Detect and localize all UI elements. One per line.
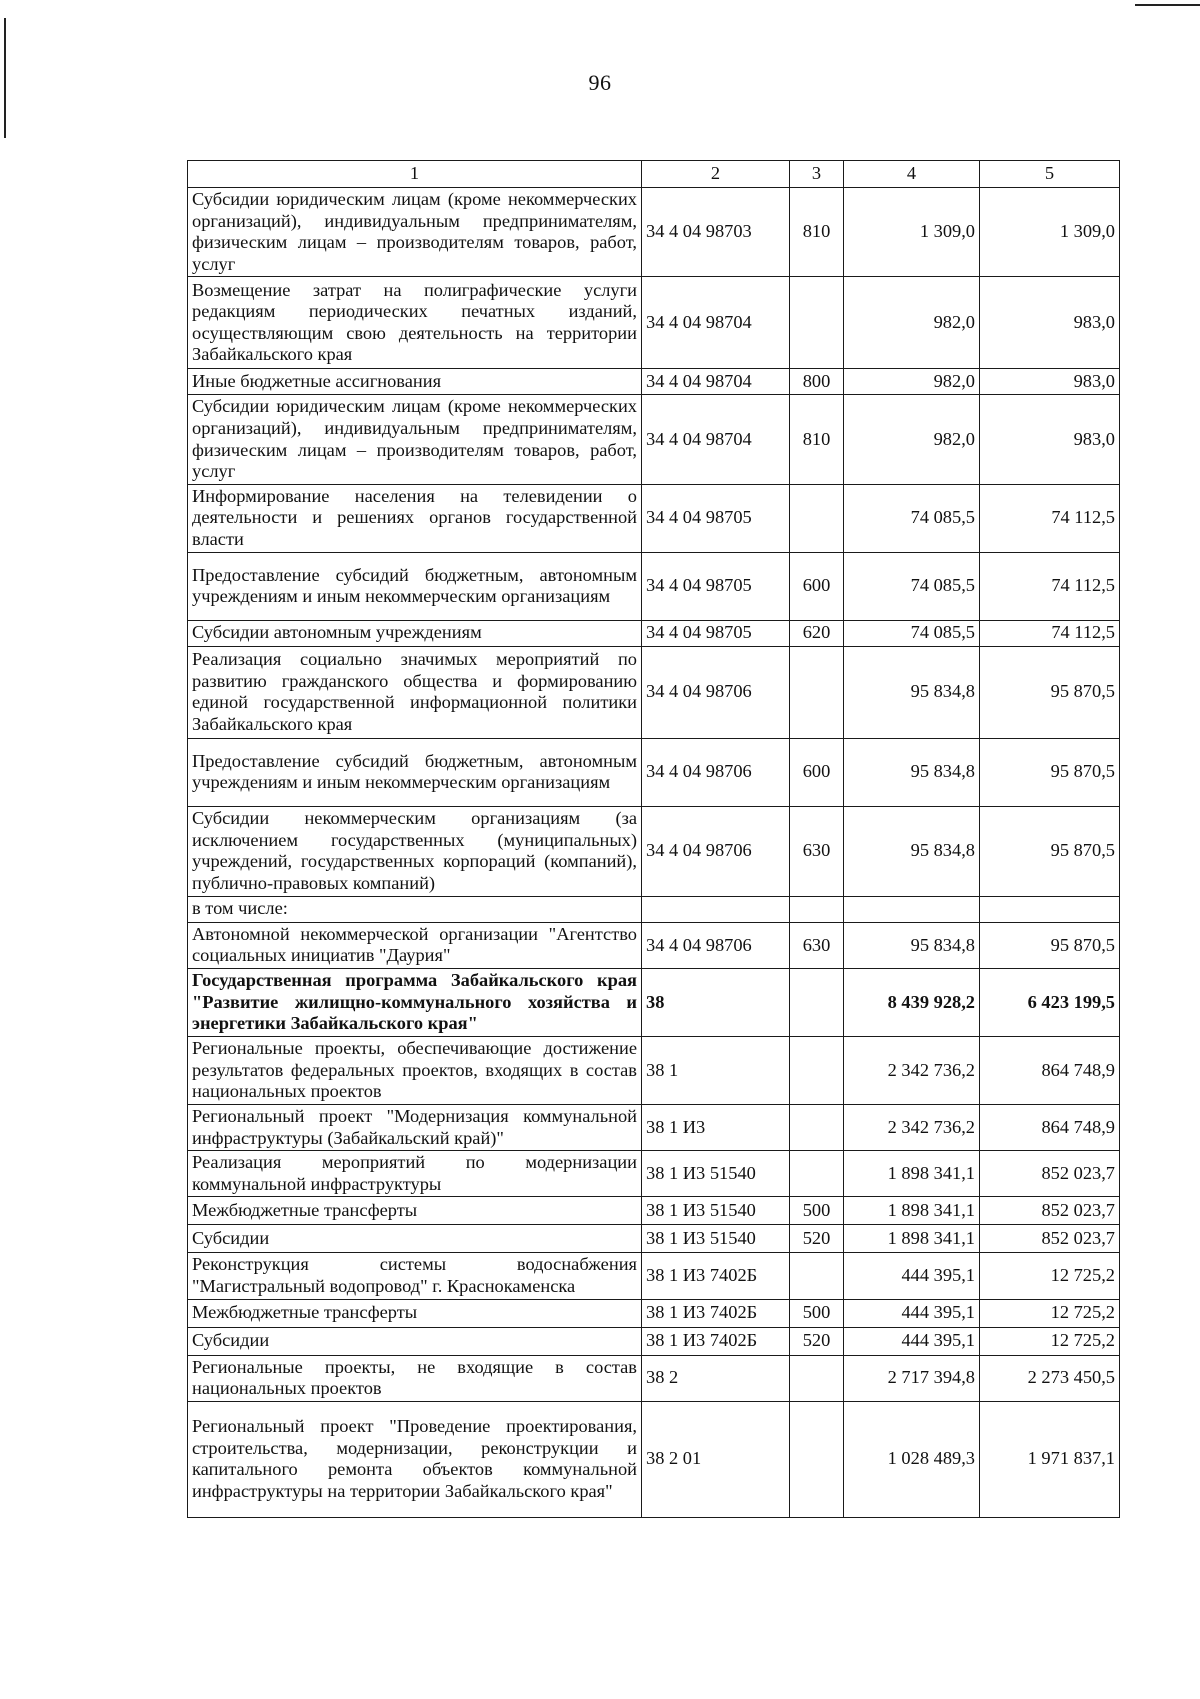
row-name: Реализация социально значимых мероприятий по развитию гражданского общества и формированию единой государственной информационной политики Забайкальского края	[188, 646, 642, 738]
row-value-col4: 1 898 341,1	[844, 1225, 980, 1253]
row-value-col5: 983,0	[980, 395, 1120, 484]
row-expense-type: 630	[790, 922, 844, 968]
header-col-1: 1	[188, 161, 642, 188]
row-value-col4: 2 717 394,8	[844, 1355, 980, 1401]
budget-table	[187, 160, 1120, 1518]
row-value-col4: 95 834,8	[844, 738, 980, 806]
row-code: 34 4 04 98704	[642, 277, 790, 369]
row-value-col4: 74 085,5	[844, 484, 980, 552]
row-code: 34 4 04 98706	[642, 922, 790, 968]
row-value-col5: 1 971 837,1	[980, 1401, 1120, 1517]
row-name: Информирование населения на телевидении о деятельности и решениях органов государственной власти	[188, 484, 642, 552]
row-value-col4: 1 309,0	[844, 188, 980, 277]
row-value-col4: 982,0	[844, 395, 980, 484]
table-row	[188, 646, 1120, 738]
row-name: Субсидии юридическим лицам (кроме некоммерческих организаций), индивидуальным предпринимателям, физическим лицам – производителям товаров, работ, услуг	[188, 188, 642, 277]
row-code: 34 4 04 98703	[642, 188, 790, 277]
row-expense-type: 600	[790, 738, 844, 806]
row-value-col5: 852 023,7	[980, 1225, 1120, 1253]
row-value-col4: 8 439 928,2	[844, 968, 980, 1036]
row-code: 38 1 И3	[642, 1104, 790, 1150]
table-row	[188, 1197, 1120, 1225]
row-name: Предоставление субсидий бюджетным, автономным учреждениям и иным некоммерческим организациям	[188, 552, 642, 620]
row-name: Региональный проект "Модернизация коммунальной инфраструктуры (Забайкальский край)"	[188, 1104, 642, 1150]
row-value-col5: 95 870,5	[980, 646, 1120, 738]
row-name: в том числе:	[188, 896, 642, 922]
row-name: Субсидии юридическим лицам (кроме некоммерческих организаций), индивидуальным предпринимателям, физическим лицам – производителям товаров, работ, услуг	[188, 395, 642, 484]
header-col-2: 2	[642, 161, 790, 188]
row-value-col4: 95 834,8	[844, 922, 980, 968]
row-value-col5: 864 748,9	[980, 1104, 1120, 1150]
row-code: 34 4 04 98704	[642, 369, 790, 395]
row-expense-type	[790, 1151, 844, 1197]
row-value-col4: 444 395,1	[844, 1327, 980, 1355]
row-code: 38	[642, 968, 790, 1036]
row-code: 34 4 04 98706	[642, 646, 790, 738]
row-value-col4: 2 342 736,2	[844, 1104, 980, 1150]
row-name: Субсидии автономным учреждениям	[188, 620, 642, 646]
row-value-col4: 74 085,5	[844, 552, 980, 620]
row-name: Региональный проект "Проведение проектирования, строительства, модернизации, реконструкции и капитального ремонта объектов коммунальной инфраструктуры на территории Забайкальского края"	[188, 1401, 642, 1517]
row-value-col4: 74 085,5	[844, 620, 980, 646]
row-code: 34 4 04 98705	[642, 552, 790, 620]
row-value-col5: 1 309,0	[980, 188, 1120, 277]
row-code: 38 1 И3 7402Б	[642, 1253, 790, 1299]
row-code: 38 1	[642, 1036, 790, 1104]
row-name: Региональные проекты, обеспечивающие достижение результатов федеральных проектов, входящих в состав национальных проектов	[188, 1036, 642, 1104]
row-value-col4: 1 028 489,3	[844, 1401, 980, 1517]
row-value-col5: 74 112,5	[980, 552, 1120, 620]
row-expense-type	[790, 1401, 844, 1517]
row-value-col4: 95 834,8	[844, 806, 980, 896]
row-expense-type	[790, 1355, 844, 1401]
row-code: 38 1 И3 7402Б	[642, 1327, 790, 1355]
row-code: 38 1 И3 51540	[642, 1197, 790, 1225]
table-row	[188, 1253, 1120, 1299]
row-value-col5: 852 023,7	[980, 1197, 1120, 1225]
row-code: 34 4 04 98706	[642, 806, 790, 896]
row-code	[642, 896, 790, 922]
table-body	[188, 188, 1120, 1518]
row-expense-type: 620	[790, 620, 844, 646]
table-row	[188, 1401, 1120, 1517]
table-row	[188, 896, 1120, 922]
page-number: 96	[588, 70, 612, 95]
table-row	[188, 738, 1120, 806]
header-col-3: 3	[790, 161, 844, 188]
row-name: Реконструкция системы водоснабжения "Магистральный водопровод" г. Краснокаменска	[188, 1253, 642, 1299]
row-value-col5: 6 423 199,5	[980, 968, 1120, 1036]
header-row	[188, 161, 1120, 188]
row-code: 38 1 И3 7402Б	[642, 1299, 790, 1327]
row-value-col4: 2 342 736,2	[844, 1036, 980, 1104]
row-name: Возмещение затрат на полиграфические услуги редакциям периодических печатных изданий, осуществляющим свою деятельность на территории Забайкальского края	[188, 277, 642, 369]
row-value-col5	[980, 896, 1120, 922]
row-value-col5: 983,0	[980, 369, 1120, 395]
header-col-4: 4	[844, 161, 980, 188]
table-row	[188, 484, 1120, 552]
row-code: 38 1 И3 51540	[642, 1151, 790, 1197]
table-row	[188, 968, 1120, 1036]
row-expense-type: 520	[790, 1327, 844, 1355]
row-value-col4	[844, 896, 980, 922]
row-value-col5: 95 870,5	[980, 738, 1120, 806]
row-expense-type: 810	[790, 188, 844, 277]
row-value-col5: 74 112,5	[980, 484, 1120, 552]
row-name: Предоставление субсидий бюджетным, автономным учреждениям и иным некоммерческим организациям	[188, 738, 642, 806]
row-expense-type	[790, 484, 844, 552]
row-name: Автономной некоммерческой организации "Агентство социальных инициатив "Даурия"	[188, 922, 642, 968]
row-expense-type: 800	[790, 369, 844, 395]
row-name: Субсидии некоммерческим организациям (за исключением государственных (муниципальных) учреждений, государственных корпораций (компаний), публично-правовых компаний)	[188, 806, 642, 896]
row-code: 34 4 04 98705	[642, 484, 790, 552]
table-row	[188, 1225, 1120, 1253]
row-expense-type	[790, 1036, 844, 1104]
table-row	[188, 1036, 1120, 1104]
table-row	[188, 922, 1120, 968]
row-name: Межбюджетные трансферты	[188, 1299, 642, 1327]
row-value-col4: 1 898 341,1	[844, 1197, 980, 1225]
table-row	[188, 1104, 1120, 1150]
row-expense-type: 630	[790, 806, 844, 896]
row-code: 34 4 04 98706	[642, 738, 790, 806]
row-value-col4: 982,0	[844, 369, 980, 395]
table-row	[188, 277, 1120, 369]
table-row	[188, 552, 1120, 620]
row-value-col5: 95 870,5	[980, 806, 1120, 896]
scan-top-right-edge-line	[1135, 4, 1200, 6]
table-row	[188, 369, 1120, 395]
row-value-col4: 444 395,1	[844, 1299, 980, 1327]
row-expense-type	[790, 277, 844, 369]
row-name: Межбюджетные трансферты	[188, 1197, 642, 1225]
row-value-col5: 12 725,2	[980, 1253, 1120, 1299]
row-name: Иные бюджетные ассигнования	[188, 369, 642, 395]
row-value-col5: 95 870,5	[980, 922, 1120, 968]
row-expense-type	[790, 1253, 844, 1299]
header-col-5: 5	[980, 161, 1120, 188]
row-expense-type	[790, 1104, 844, 1150]
row-name: Региональные проекты, не входящие в состав национальных проектов	[188, 1355, 642, 1401]
table-row	[188, 1355, 1120, 1401]
row-value-col5: 74 112,5	[980, 620, 1120, 646]
row-expense-type: 600	[790, 552, 844, 620]
row-expense-type	[790, 896, 844, 922]
table-row	[188, 620, 1120, 646]
row-expense-type: 500	[790, 1197, 844, 1225]
row-expense-type	[790, 968, 844, 1036]
row-value-col4: 95 834,8	[844, 646, 980, 738]
row-code: 34 4 04 98705	[642, 620, 790, 646]
table-row	[188, 395, 1120, 484]
row-name: Реализация мероприятий по модернизации коммунальной инфраструктуры	[188, 1151, 642, 1197]
table-row	[188, 1299, 1120, 1327]
row-name: Субсидии	[188, 1225, 642, 1253]
row-value-col5: 852 023,7	[980, 1151, 1120, 1197]
table-row	[188, 1151, 1120, 1197]
row-value-col4: 1 898 341,1	[844, 1151, 980, 1197]
row-value-col4: 444 395,1	[844, 1253, 980, 1299]
table-row	[188, 1327, 1120, 1355]
row-expense-type: 520	[790, 1225, 844, 1253]
row-value-col5: 864 748,9	[980, 1036, 1120, 1104]
row-code: 38 2	[642, 1355, 790, 1401]
row-value-col5: 12 725,2	[980, 1327, 1120, 1355]
row-value-col5: 983,0	[980, 277, 1120, 369]
table-row	[188, 188, 1120, 277]
row-expense-type	[790, 646, 844, 738]
row-expense-type: 500	[790, 1299, 844, 1327]
table-row	[188, 806, 1120, 896]
row-code: 38 2 01	[642, 1401, 790, 1517]
row-code: 38 1 И3 51540	[642, 1225, 790, 1253]
row-value-col5: 2 273 450,5	[980, 1355, 1120, 1401]
row-expense-type: 810	[790, 395, 844, 484]
row-value-col5: 12 725,2	[980, 1299, 1120, 1327]
row-name: Государственная программа Забайкальского края "Развитие жилищно-коммунального хозяйства и энергетики Забайкальского края"	[188, 968, 642, 1036]
row-name: Субсидии	[188, 1327, 642, 1355]
row-value-col4: 982,0	[844, 277, 980, 369]
row-code: 34 4 04 98704	[642, 395, 790, 484]
